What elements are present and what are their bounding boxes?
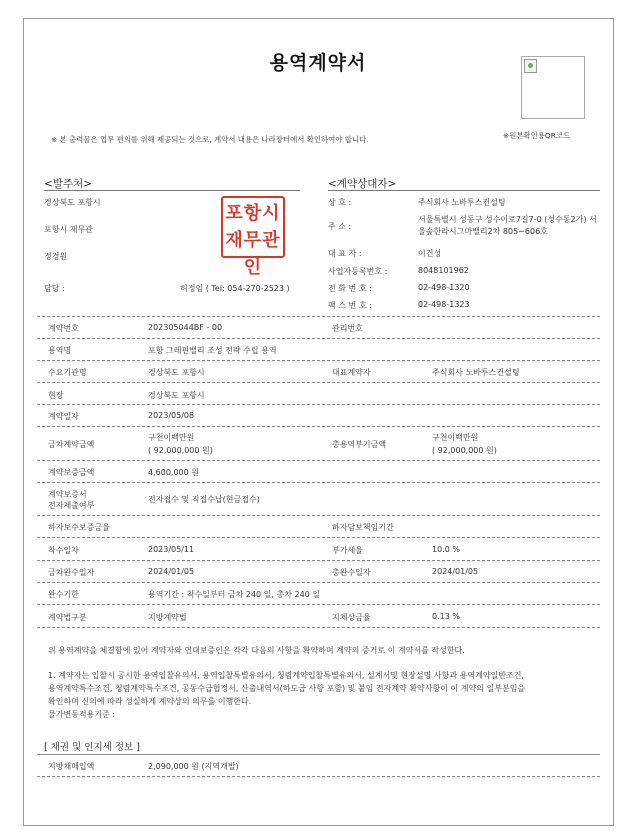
document-title: 용역계약서 bbox=[269, 52, 367, 74]
mgmt-no-label: 관리번호 bbox=[332, 324, 363, 333]
contractor-address: 서울특별시 성동구 성수이로7길7-0 (성수동2가) 서울숲한라시그마밸리2차 805~606호 bbox=[418, 215, 597, 236]
contractor-phone: 02-498-1320 bbox=[418, 283, 470, 292]
contractor-ceo: 이건성 bbox=[418, 249, 442, 258]
contract-date-label: 계약일자 bbox=[48, 412, 79, 421]
orderer-office: 정경원 bbox=[44, 252, 68, 261]
contractor-bizno: 8048101962 bbox=[418, 266, 469, 275]
contractor-label-address: 주 소 : bbox=[328, 222, 352, 231]
total-complete: 2024/01/05 bbox=[432, 567, 479, 576]
service-name: 포항 그레핀밸리 조성 전략 수립 용역 bbox=[148, 346, 277, 355]
contract-type-label: 계약법구분 bbox=[48, 613, 87, 622]
guarantee: 4,600,000 원 bbox=[148, 468, 199, 477]
divider bbox=[37, 776, 600, 777]
contractor-heading-underline bbox=[328, 190, 600, 191]
defect-period-label: 하자담보책임기간 bbox=[332, 523, 394, 532]
contractor-label-phone: 전 화 번 호 : bbox=[328, 284, 372, 293]
divider bbox=[37, 627, 600, 628]
orderer-manager-value: 허정임 ( Tel: 054-270-2523 ) bbox=[180, 284, 290, 293]
start-date: 2023/05/11 bbox=[148, 545, 195, 554]
contractor-company: 주식회사 노바투스컨설팅 bbox=[418, 198, 506, 207]
delay-rate: 0.13 % bbox=[432, 612, 460, 621]
orderer-manager-label: 담당 : bbox=[44, 284, 65, 293]
divider bbox=[37, 360, 600, 361]
orderer-heading: <발주처> bbox=[44, 178, 93, 190]
qr-code-image bbox=[521, 56, 585, 119]
total-amount-text: 구천이백만원 bbox=[432, 433, 479, 442]
divider bbox=[37, 482, 600, 483]
total-amount-number: ( 92,000,000 원) bbox=[432, 446, 497, 455]
total-complete-label: 총완수일자 bbox=[332, 568, 371, 577]
contractor-label-fax: 팩 스 번 호 : bbox=[328, 301, 372, 310]
seal-line-2: 재무관인 bbox=[225, 230, 281, 278]
divider bbox=[37, 338, 600, 339]
divider bbox=[37, 582, 600, 583]
start-date-label: 착수일자 bbox=[48, 546, 79, 555]
delay-rate-label: 지체상금율 bbox=[332, 613, 371, 622]
contractor-label-company: 상 호 : bbox=[328, 198, 352, 207]
clause-1-line-3: 확인하며 신의에 따라 성실하게 계약상의 의무를 이행한다. bbox=[48, 697, 252, 706]
guarantee-label: 계약보증금액 bbox=[48, 468, 95, 477]
divider bbox=[37, 426, 600, 427]
rep-contractor-label: 대표계약자 bbox=[332, 368, 371, 377]
seal-line-1: 포항시 bbox=[225, 203, 281, 224]
demand-org: 경상북도 포항시 bbox=[148, 368, 205, 377]
divider bbox=[37, 560, 600, 561]
period: 용역기간 : 착수일부터 금차 240 일, 총차 240 일 bbox=[148, 590, 321, 599]
bond-section-title: [ 채권 및 인지세 정보 ] bbox=[44, 742, 140, 753]
service-name-label: 용역명 bbox=[48, 346, 72, 355]
contractor-label-bizno: 사업자등록번호 : bbox=[328, 267, 388, 276]
official-seal-stamp bbox=[221, 196, 285, 278]
clause-1-line-1: 1. 계약자는 입찰시 공시한 용역입찰유의서, 용역입찰특별유의서, 청렴계약입찰특별유의서, 설계서및 현장설명 사항과 용역계약일반조건, bbox=[48, 671, 524, 680]
divider bbox=[37, 460, 600, 461]
site-label: 현장 bbox=[48, 391, 64, 400]
broken-image-icon bbox=[524, 59, 537, 73]
this-amount-number: ( 92,000,000 원) bbox=[148, 446, 213, 455]
sub-guarantee-label: 하자보수보증금율 bbox=[48, 523, 110, 532]
this-amount-text: 구천이백만원 bbox=[148, 433, 195, 442]
contractor-label-ceo: 대 표 자 : bbox=[328, 249, 362, 258]
divider bbox=[37, 382, 600, 383]
qr-caption: ※원본확인용QR코드 bbox=[503, 131, 571, 140]
divider bbox=[37, 604, 600, 605]
guarantee-submit: 전자접수 및 직접수납(현금접수) bbox=[148, 495, 260, 504]
total-amount-label: 총용역부기금액 bbox=[332, 440, 387, 449]
demand-org-label: 수요기관명 bbox=[48, 368, 87, 377]
bond-divider-top bbox=[37, 754, 600, 755]
contractor-fax: 02-498-1323 bbox=[418, 300, 470, 309]
contract-no: 202305044BF - 00 bbox=[148, 323, 223, 332]
price-adjust: 물가변동적용기준 : bbox=[48, 710, 116, 719]
orderer-name: 경상북도 포항시 bbox=[44, 198, 101, 207]
print-notice: ※ 본 출력물은 업무 편의를 위해 제공되는 것으로, 계약서 내용은 나라장터에서 확인하여야 합니다. bbox=[51, 135, 369, 144]
orderer-heading-underline bbox=[44, 190, 300, 191]
divider bbox=[37, 537, 600, 538]
bond-label: 지방채매입액 bbox=[48, 762, 95, 771]
divider bbox=[37, 316, 600, 317]
clause-1-line-2: 용역계약특수조건, 청렴계약특수조건, 공동수급협정서, 산출내역서(하도급 사항 포함) 및 붙임 전자계약 확약사항이 이 계약의 일부분임을 bbox=[48, 684, 526, 693]
vat-label: 부가세율 bbox=[332, 546, 363, 555]
contract-date: 2023/05/08 bbox=[148, 411, 195, 420]
this-complete: 2024/01/05 bbox=[148, 567, 195, 576]
divider bbox=[37, 515, 600, 516]
orderer-dept: 포항시 재무관 bbox=[44, 225, 93, 234]
contract-statement: 위 용역계약을 체결함에 있어 계약자와 연대보증인은 각각 다음의 사항을 확약하며 계약의 증거로 이 계약서를 작성한다. bbox=[48, 646, 465, 655]
period-label: 완수기한 bbox=[48, 590, 79, 599]
guarantee-submit-label-1: 계약보증서 bbox=[48, 490, 87, 499]
divider bbox=[37, 404, 600, 405]
contract-type: 지방계약법 bbox=[148, 613, 187, 622]
guarantee-submit-label-2: 전자제출여부 bbox=[48, 501, 95, 510]
this-complete-label: 금차완수일자 bbox=[48, 568, 95, 577]
rep-contractor: 주식회사 노바투스컨설팅 bbox=[432, 368, 520, 377]
contractor-heading: <계약상대자> bbox=[328, 178, 397, 190]
site: 경상북도 포항시 bbox=[148, 391, 205, 400]
bond-value: 2,090,000 원 (지역개발) bbox=[148, 762, 239, 771]
vat: 10.0 % bbox=[432, 545, 460, 554]
this-amount-label: 금차계약금액 bbox=[48, 440, 95, 449]
contract-no-label: 계약번호 bbox=[48, 324, 79, 333]
